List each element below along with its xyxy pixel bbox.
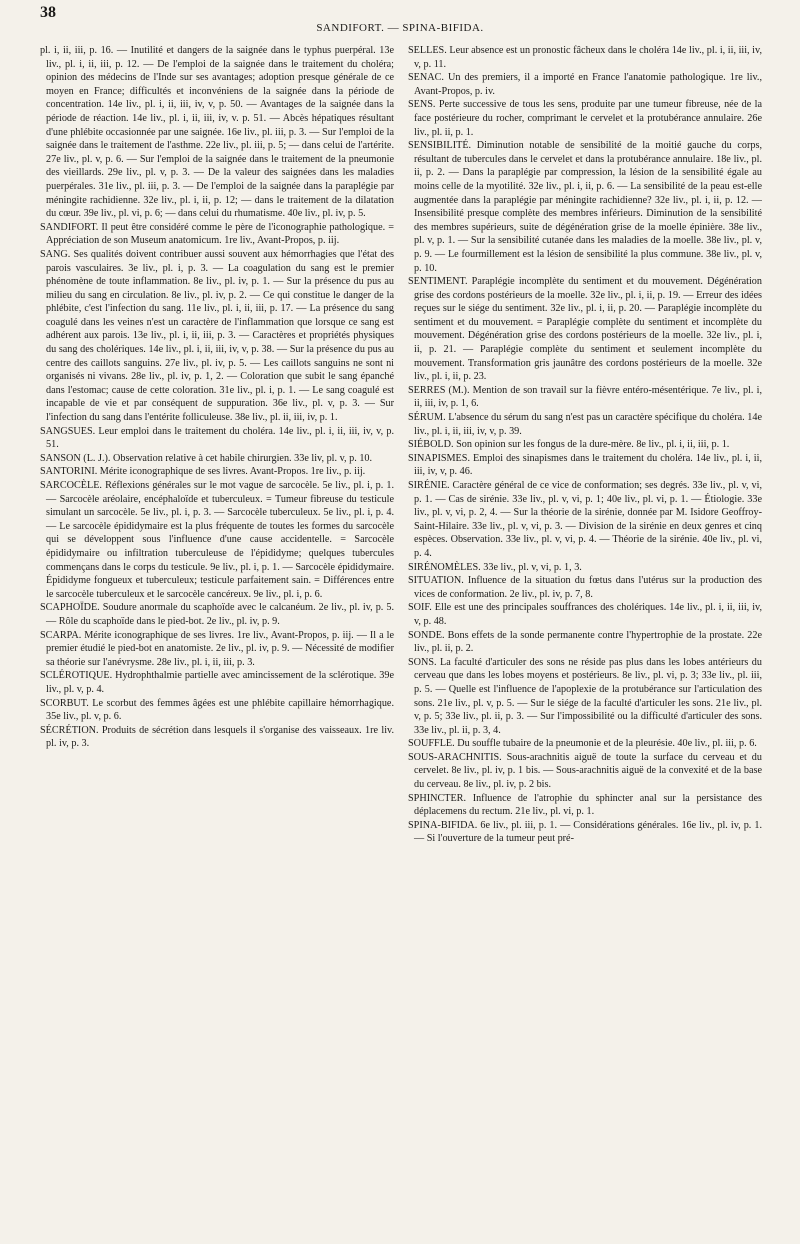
index-entry: SCARPA. Mérite iconographique de ses livres. 1re liv., Avant-Propos, p. iij. — Il a le premier étudié le pied-bot en anatomiste. 2e liv., pl. iv, p. 9. — Nécessité de modifier sa théorie sur l'anévrysme. 28e liv., pl. i, ii, iii, p. 3.: [40, 629, 394, 668]
index-entry: SANDIFORT. Il peut être considéré comme le père de l'iconographie pathologique. = Appréciation de son Museum anatomicum. 1re liv., Avant-Propos, p. iij.: [40, 221, 394, 247]
index-entry: SINAPISMES. Emploi des sinapismes dans le traitement du choléra. 14e liv., pl. i, ii, iii, iv, v, p. 46.: [408, 452, 762, 478]
index-entry: SPHINCTER. Influence de l'atrophie du sphincter anal sur la persistance des déplacemens du rectum. 21e liv., pl. vi, p. 1.: [408, 792, 762, 818]
index-entry: SIRÉNIE. Caractère général de ce vice de conformation; ses degrés. 33e liv., pl. v, vi, p. 1. — Cas de sirénie. 33e liv., pl. v, vi, p. 1; 40e liv., pl. vi, p. 1. — Étiologie. 33e liv., pl. v, vi, p. 2, 4. — Sur la théorie de la sirénie, donnée par M. Isidore Geoffroy-Saint-Hilaire. 33e liv., pl. v, vi, p. 3. — Division de la sirénie en deux genres et cinq espèces. Observation. 33e liv., pl. v, vi, p. 4. — Théorie de la sirénie. 40e liv., pl. vi, p. 4.: [408, 480, 762, 559]
index-entry: SELLES. Leur absence est un pronostic fâcheux dans le choléra 14e liv., pl. i, ii, iii, iv, v, p. 11.: [408, 45, 762, 70]
index-entry: SOIF. Elle est une des principales souffrances des cholériques. 14e liv., pl. i, ii, iii, iv, v, p. 48.: [408, 602, 762, 627]
index-entry: SERRES (M.). Mention de son travail sur la fièvre entéro-mésentérique. 7e liv., pl. i, ii, iii, iv, p. 1, 6.: [408, 384, 762, 410]
index-entry: SENAC. Un des premiers, il a importé en France l'anatomie pathologique. 1re liv., Avant-Propos, p. iv.: [408, 72, 762, 97]
index-entry: SONDE. Bons effets de la sonde permanente contre l'hypertrophie de la prostate. 22e liv., pl. ii, p. 2.: [408, 629, 762, 655]
index-entry: SARCOCÈLE. Réflexions générales sur le mot vague de sarcocèle. 5e liv., pl. i, p. 1. — Sarcocèle aréolaire, encéphaloïde et tuberculeux. = Tumeur fibreuse du testicule simulant un sarcocèle. 5e liv., pl. i, p. 3. — Sarcocèle tuberculeux. 5e liv., pl. i, p. 4. — Le sarcocèle épididymaire est la plus fréquente de toutes les formes du sarcocèle qui se développent sous l'influence d'une cause accidentelle. = Sarcocèle épididymaire ou infiltration tuberculeuse de l'épididyme; quelques tubercules commençans dans le corps du testicule. 9e liv., pl. i, p. 1. — Sarcocèle épididymaire. Épididyme fongueux et tuberculeux; testicule parfaitement sain. = Différences entre le sarcocèle tuberculeux et le sarcocèle cancéreux. 9e liv., pl. i, p. 6.: [40, 480, 394, 600]
index-entry: SANG. Ses qualités doivent contribuer aussi souvent aux hémorrhagies que l'état des parois vasculaires. 3e liv., pl. i, p. 3. — La coagulation du sang est le premier phénomène de toute inflammation. 8e liv., pl. iv, p. 1. — Sur la présence du pus au milieu du sang en circulation. 8e liv., pl. iv, p. 2. — Ce qui constitue le danger de la phlébite, c'est l'infection du sang. 11e liv., pl. i, ii, iii, p. 17. — La présence du sang coagulé dans les veines n'est un caractère de l'inflammation que lorsque ce sang est adhérent aux parois. 13e liv., pl. i, ii, iii, p. 3. — Caractères et propriétés physiques du sang des cholériques. 14e liv., pl. i, ii, iii, iv, v, p. 38. — Sur la présence du pus au centre des caillots sanguins. 27e liv., pl. iv, p. 5. — Les caillots sanguins ne sont ni organisés ni vivans. 28e liv., pl. iv, p. 1, 2. — Coloration que subit le sang épanché dans l'estomac; cause de cette coloration. 31e liv., pl. i, p. 1. — Le sang coagulé est incapable de vie et par conséquent de suppuration. 36e liv., pl. v, p. 3. — Sur l'infection du sang dans l'entérite folliculeuse. 38e liv., pl. ii, iii, iv, p. 1.: [40, 248, 394, 424]
page-number: 38: [40, 4, 56, 21]
right-column: [408, 44, 762, 1234]
index-entry: SANTORINI. Mérite iconographique de ses livres. Avant-Propos. 1re liv., p. iij.: [40, 466, 366, 478]
index-entry: SCAPHOÏDE. Soudure anormale du scaphoïde avec le calcanéum. 2e liv., pl. iv, p. 5. — Rôle du scaphoïde dans le pied-bot. 2e liv., pl. iv, p. 9.: [40, 602, 394, 627]
index-entry: SONS. La faculté d'articuler des sons ne réside pas plus dans les lobes antérieurs du cerveau que dans les lobes moyens et postérieurs. 8e liv., pl. vi, p. 3; 33e liv., pl. iii, p. 5. — Quelle est l'influence de l'apoplexie de la protubérance sur l'articulation des sons. 21e liv., pl. v, p. 5. — Sur le siége de la faculté d'articuler les sons. 21e liv., pl. v, p. 5; 33e liv., pl. ii, p. 3. — Sur l'impossibilité ou la difficulté d'articuler des sons. 33e liv., pl. ii, p. 3, 4.: [408, 656, 762, 736]
running-head: SANDIFORT. — SPINA-BIFIDA.: [316, 22, 484, 34]
index-entry: SENS. Perte successive de tous les sens, produite par une tumeur fibreuse, née de la face postérieure du rocher, comprimant le cervelet et la protubérance annulaire. 26e liv., pl. ii, p. 1.: [408, 99, 762, 138]
index-entry: SIRÉNOMÈLES. 33e liv., pl. v, vi, p. 1, 3.: [408, 561, 582, 573]
index-entry: SÉCRÉTION. Produits de sécrétion dans lesquels il s'organise des vaisseaux. 1re liv. pl. iv, p. 3.: [40, 724, 394, 750]
index-entry: SIÉBOLD. Son opinion sur les fongus de la dure-mère. 8e liv., pl. i, ii, iii, p. 1.: [408, 439, 730, 451]
index-entry: SCLÉROTIQUE. Hydrophthalmie partielle avec amincissement de la sclérotique. 39e liv., pl. v, p. 4.: [40, 670, 394, 695]
index-entry: SENTIMENT. Paraplégie incomplète du sentiment et du mouvement. Dégénération grise des cordons postérieurs de la moelle. 32e liv., pl. i, ii, p. 19. — Erreur des idées reçues sur le siége du sentiment. 32e liv., pl. i, ii, p. 20. — Paraplégie incomplète du sentiment et du mouvement. = Paraplégie complète du sentiment et incomplète du mouvement. Dégénération grise des cordons postérieurs de la moelle. 32e liv., pl. i, ii, p. 21. — Paraplégie complète du sentiment et seulement incomplète du mouvement. Transformation gris jaunâtre des cordons postérieurs de la moelle. 32e liv., pl. i, ii, p. 23.: [408, 276, 762, 383]
index-entry: SOUS-ARACHNITIS. Sous-arachnitis aiguë de toute la surface du cerveau et du cervelet. 8e liv., pl. iv, p. 1 bis. — Sous-arachnitis aiguë de la convexité et de la base du cerveau. 8e liv., pl. iv, p. 2 bis.: [408, 751, 762, 791]
index-entry: SOUFFLE. Du souffle tubaire de la pneumonie et de la pleurésie. 40e liv., pl. iii, p. 6.: [408, 738, 757, 750]
index-entry: SENSIBILITÉ. Diminution notable de sensibilité de la moitié gauche du corps, résultant de tubercules dans le cervelet et dans la protubérance annulaire. 18e liv., pl. ii, p. 2. — Dans la paraplégie par compression, la lésion de la sensibilité égale au moins celle de la myotilité. 32e liv., pl. i, ii, p. 6. — La sensibilité de la peau est-elle augmentée dans la paraplégie par méningite rachidienne? 32e liv., pl. i, ii, p. 12. — Insensibilité presque complète des membres inférieurs. Diminution de la sensibilité des membres supérieurs, suite de dégénération grise de la moelle épinière. 38e liv., pl. v, p. 1. — Sur la sensibilité cutanée dans les maladies de la moelle. 38e liv., pl. v, p. 9. — Le fourmillement est la lésion de sensibilité la plus commune. 38e liv., pl. v, p. 10.: [408, 140, 762, 274]
index-entry: SITUATION. Influence de la situation du fœtus dans l'utérus sur la production des vices de conformation. 2e liv., pl. iv, p. 7, 8.: [408, 575, 762, 600]
index-entry: pl. i, ii, iii, p. 16. — Inutilité et dangers de la saignée dans le typhus puerpéral. 13e liv., pl. i, ii, iii, p. 12. — De l'emploi de la saignée dans le traitement du choléra; opinion des médecins de l'Inde sur ses avantages; adoption presque générale de ce moyen en France; difficultés et inconvéniens de la saignée dans la période de concentration. 14e liv., pl. i, ii, iii, iv, v, p. 50. — Avantages de la saignée dans la période de réaction. 14e liv., pl. i, ii, iii, iv, v. p. 51. — Abcès hépatiques résultant d'une phlébite occasionnée par une saignée. 16e liv., pl. iii, p. 3. — Sur l'emploi de la saignée dans le traitement de l'asthme. 22e liv., pl. iii, p. 5; — dans celui de l'artérite. 27e liv., pl. v, p. 6. — Sur l'emploi de la saignée dans le traitement de la pneumonie des vieillards. 29e liv., pl. v, p. 3. — De la valeur des saignées dans les maladies puerpérales. 31e liv., pl. iii, p. 3. — De l'emploi de la saignée dans la paraplégie par méningite rachidienne. 32e liv., pl. i, ii, p. 12; — dans le traitement de la dilatation du cœur. 39e liv., pl. vi, p. 6; — dans celui du rhumatisme. 40e liv., pl. iv, p. 5.: [40, 45, 394, 220]
left-column: [40, 44, 394, 1234]
index-entry: SÉRUM. L'absence du sérum du sang n'est pas un caractère spécifique du choléra. 14e liv., pl. i, ii, iii, iv, v, p. 39.: [408, 412, 762, 437]
two-column-text: [40, 44, 762, 1234]
index-entry: SPINA-BIFIDA. 6e liv., pl. iii, p. 1. — Considérations générales. 16e liv., pl. iv, p. 1. — Si l'ouverture de la tumeur peut pré-: [408, 819, 762, 845]
index-entry: SCORBUT. Le scorbut des femmes âgées est une phlébite capillaire hémorrhagique. 35e liv., pl. v, p. 6.: [40, 697, 394, 723]
index-entry: SANSON (L. J.). Observation relative à cet habile chirurgien. 33e liv, pl. v, p. 10.: [40, 452, 373, 464]
index-entry: SANGSUES. Leur emploi dans le traitement du choléra. 14e liv., pl. i, ii, iii, iv, v, p. 51.: [40, 425, 394, 451]
